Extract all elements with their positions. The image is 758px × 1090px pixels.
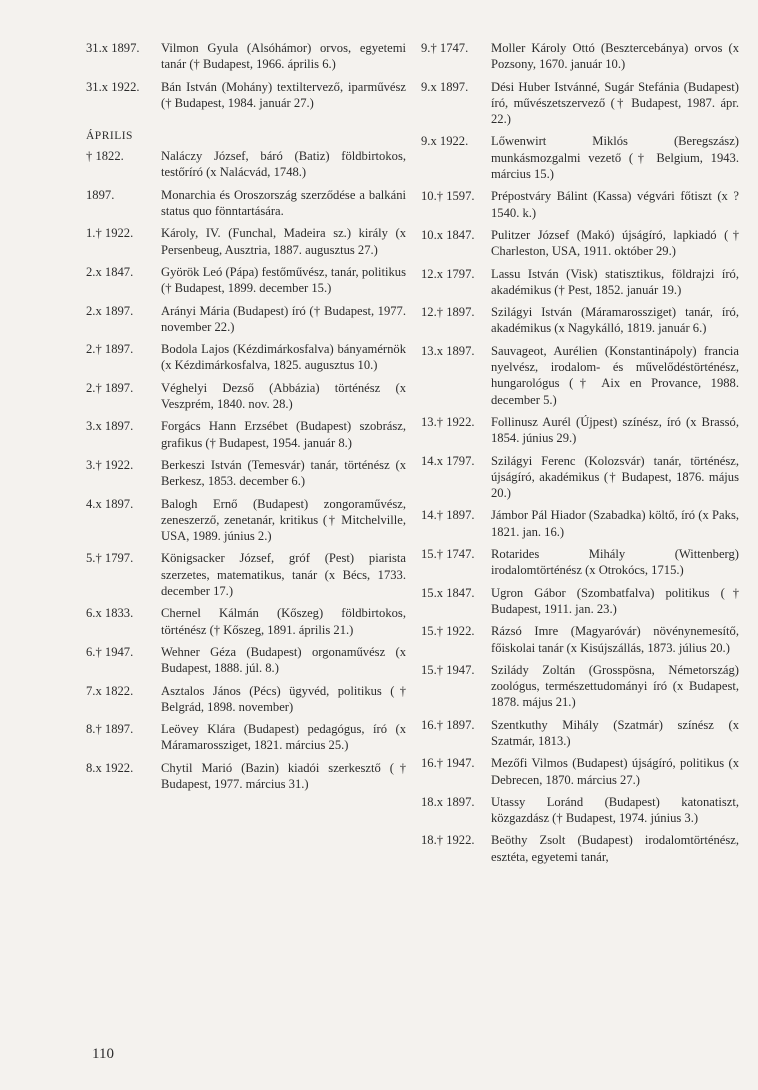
chronology-entry (421, 755, 739, 788)
entry-date: 9.x 1897. (421, 79, 469, 94)
chronology-entry (421, 507, 739, 540)
entry-date: 9.† 1747. (421, 41, 469, 55)
chronology-entry (421, 40, 739, 73)
entry-date: 16.† 1897. (421, 717, 475, 732)
entry-text: Jámbor Pál Hiador (Szabadka) költő, író (x Paks, 1821. jan. 16.) (491, 508, 739, 539)
entry-date: 15.† 1922. (421, 624, 475, 639)
chronology-entry (86, 303, 406, 336)
entry-date: 1897. (86, 187, 115, 202)
chronology-entry (421, 133, 739, 182)
entry-text: Asztalos János (Pécs) ügyvéd, politikus († Belgrád, 1898. november) (161, 683, 406, 714)
entry-text: Véghelyi Dezső (Abbázia) történész (x Veszprém, 1840. nov. 28.) (161, 380, 406, 412)
entry-date: 7.x 1822. (86, 683, 134, 698)
chronology-entry (86, 187, 406, 220)
entry-date: 8.x 1922. (86, 760, 134, 775)
entry-date: 2.† 1897. (86, 380, 134, 395)
entry-date: 18.x 1897. (421, 794, 475, 809)
left-column (86, 40, 406, 798)
entry-text: Szilágyi Ferenc (Kolozsvár) tanár, történész, újságíró, akadémikus († Budapest, 1876. május 20.) (491, 453, 739, 501)
entry-text: Dési Huber Istvánné, Sugár Stefánia (Budapest) író, művészetszervező († Budapest, 1987. ápr. 22.) (491, 79, 739, 127)
chronology-entry (421, 343, 739, 408)
entry-date: 14.x 1797. (421, 453, 475, 468)
chronology-entry (86, 496, 406, 545)
entry-date: 9.x 1922. (421, 134, 469, 149)
chronology-entry (421, 585, 739, 618)
entry-text: Mezőfi Vilmos (Budapest) újságíró, politikus (x Debrecen, 1870. március 27.) (491, 756, 739, 787)
entry-date: 4.x 1897. (86, 496, 134, 511)
entry-text: Berkeszi István (Temesvár) tanár, történész (x Berkesz, 1853. december 6.) (161, 457, 406, 489)
entry-date: † 1822. (86, 149, 124, 164)
entry-date: 10.x 1847. (421, 227, 475, 242)
entry-date: 10.† 1597. (421, 189, 475, 204)
month-heading: ÁPRILIS (86, 130, 133, 143)
entry-text: Follinusz Aurél (Újpest) színész, író (x Brassó, 1854. június 29.) (491, 414, 739, 446)
entry-text: Moller Károly Ottó (Besztercebánya) orvos (x Pozsony, 1670. január 10.) (491, 41, 739, 72)
chronology-entry (421, 414, 739, 447)
entry-date: 5.† 1797. (86, 551, 134, 566)
entry-date: 6.† 1947. (86, 644, 134, 659)
chronology-entry (421, 832, 739, 865)
entry-text: Bán István (Mohány) textiltervező, iparművész († Budapest, 1984. január 27.) (161, 79, 406, 110)
chronology-entry (421, 453, 739, 502)
entry-text: Szilágyi István (Máramarossziget) tanár, író, akadémikus (x Nagykálló, 1819. január 6.) (491, 305, 739, 336)
entry-date: 31.x 1922. (86, 79, 140, 94)
chronology-entry (86, 683, 406, 716)
entry-date: 16.† 1947. (421, 756, 475, 771)
chronology-entry (421, 623, 739, 656)
entry-text: Leövey Klára (Budapest) pedagógus, író (x Máramarossziget, 1821. március 25.) (161, 722, 406, 753)
chronology-entry (421, 546, 739, 579)
entry-date: 12.x 1797. (421, 266, 475, 281)
entry-date: 31.x 1897. (86, 41, 140, 55)
entry-date: 15.x 1847. (421, 585, 475, 600)
entry-date: 13.† 1922. (421, 414, 475, 429)
chronology-entry (86, 760, 406, 793)
entry-text: Károly, IV. (Funchal, Madeira sz.) király (x Persenbeug, Ausztria, 1887. augusztus 27.) (161, 226, 406, 257)
entry-text: Bodola Lajos (Kézdimárkosfalva) bányamérnök (x Kézdimárkosfalva, 1825. augusztus 10.) (161, 342, 406, 373)
chronology-entry (86, 644, 406, 677)
entry-text: Chernel Kálmán (Kőszeg) földbirtokos, történész († Kőszeg, 1891. április 21.) (161, 606, 406, 637)
entry-date: 15.† 1747. (421, 547, 475, 562)
chronology-entry (86, 341, 406, 374)
entry-text: Chytil Marió (Bazin) kiadói szerkesztő († Budapest, 1977. március 31.) (161, 760, 406, 791)
entry-text: Lassu István (Visk) statisztikus, földrajzi író, akadémikus († Pest, 1852. január 19.) (491, 266, 739, 297)
chronology-entry (86, 40, 406, 73)
entry-date: 1.† 1922. (86, 226, 134, 241)
entry-text: Szentkuthy Mihály (Szatmár) színész (x Szatmár, 1813.) (491, 717, 739, 748)
entry-text: Arányi Mária (Budapest) író († Budapest, 1977. november 22.) (161, 303, 406, 334)
entry-text: Forgács Hann Erzsébet (Budapest) szobrász, grafikus († Budapest, 1954. január 8.) (161, 419, 406, 450)
entry-date: 3.† 1922. (86, 457, 134, 472)
chronology-entry (86, 605, 406, 638)
entry-text: Rotarides Mihály (Wittenberg) irodalomtörténész (x Otrokócs, 1715.) (491, 547, 739, 578)
entry-text: Utassy Loránd (Budapest) katonatiszt, közgazdász († Budapest, 1974. június 3.) (491, 794, 739, 826)
entry-date: 6.x 1833. (86, 606, 134, 621)
entry-text: Györök Leó (Pápa) festőművész, tanár, politikus († Budapest, 1899. december 15.) (161, 264, 406, 296)
entry-text: Naláczy József, báró (Batiz) földbirtokos, testőríró (x Nalácvád, 1748.) (161, 149, 406, 180)
entry-date: 18.† 1922. (421, 833, 475, 848)
right-column (421, 40, 739, 871)
entry-date: 15.† 1947. (421, 662, 475, 677)
chronology-entry (421, 794, 739, 827)
chronology-entry (86, 380, 406, 413)
chronology-entry (421, 79, 739, 128)
chronology-entry (421, 227, 739, 260)
page-number: 110 (92, 1046, 114, 1062)
chronology-entry (421, 662, 739, 711)
entry-text: Rázsó Imre (Magyaróvár) növénynemesítő, főiskolai tanár (x Kisújszállás, 1873. július 20.) (491, 624, 739, 655)
chronology-entry (86, 225, 406, 258)
chronology-entry (86, 721, 406, 754)
chronology-entry (86, 79, 406, 112)
chronology-entry (421, 266, 739, 299)
entry-text: Vilmon Gyula (Alsóhámor) orvos, egyetemi tanár († Budapest, 1966. április 6.) (161, 41, 406, 72)
entry-date: 2.x 1847. (86, 264, 134, 279)
entry-date: 13.x 1897. (421, 343, 475, 358)
entry-text: Balogh Ernő (Budapest) zongoraművész, zeneszerző, zenetanár, kritikus († Mitchelville, USA, 1989. június 2.) (161, 496, 406, 544)
entry-date: 12.† 1897. (421, 305, 475, 320)
entry-date: 2.† 1897. (86, 342, 134, 357)
entry-text: Sauvageot, Aurélien (Konstantinápoly) francia nyelvész, irodalom- és művelődéstörténész, hungarológus († Aix en Provance, 1988. december 5.) (491, 343, 739, 407)
chronology-entry (86, 264, 406, 297)
chronology-entry (86, 418, 406, 451)
entry-text: Pulitzer József (Makó) újságíró, lapkiadó († Charleston, USA, 1911. október 29.) (491, 227, 739, 259)
chronology-entry (421, 717, 739, 750)
chronology-entry (421, 188, 739, 221)
entry-text: Königsacker József, gróf (Pest) piarista szerzetes, matematikus, tanár (x Bécs, 1733. december 17.) (161, 551, 406, 599)
entry-text: Lőwenwirt Miklós (Beregszász) munkásmozgalmi vezető († Belgium, 1943. március 15.) (491, 134, 739, 182)
chronology-entry (86, 457, 406, 490)
entry-text: Prépostváry Bálint (Kassa) végvári főtiszt (x ? 1540. k.) (491, 189, 739, 220)
entry-date: 14.† 1897. (421, 508, 475, 523)
entry-text: Wehner Géza (Budapest) orgonaművész (x Budapest, 1888. júl. 8.) (161, 644, 406, 676)
entry-date: 2.x 1897. (86, 303, 134, 318)
entry-text: Beöthy Zsolt (Budapest) irodalomtörténész, esztéta, egyetemi tanár, (491, 833, 739, 864)
chronology-entry (86, 550, 406, 599)
entry-date: 3.x 1897. (86, 419, 134, 434)
entry-text: Monarchia és Oroszország szerződése a balkáni status quo fönntartására. (161, 187, 406, 219)
chronology-entry (421, 304, 739, 337)
entry-text: Szilády Zoltán (Grosspösna, Németország) zoológus, természettudományi író (x Budapest, 1878. május 21.) (491, 662, 739, 710)
entry-text: Ugron Gábor (Szombatfalva) politikus († Budapest, 1911. jan. 23.) (491, 585, 739, 616)
entry-date: 8.† 1897. (86, 722, 134, 737)
chronology-entry (86, 148, 406, 181)
